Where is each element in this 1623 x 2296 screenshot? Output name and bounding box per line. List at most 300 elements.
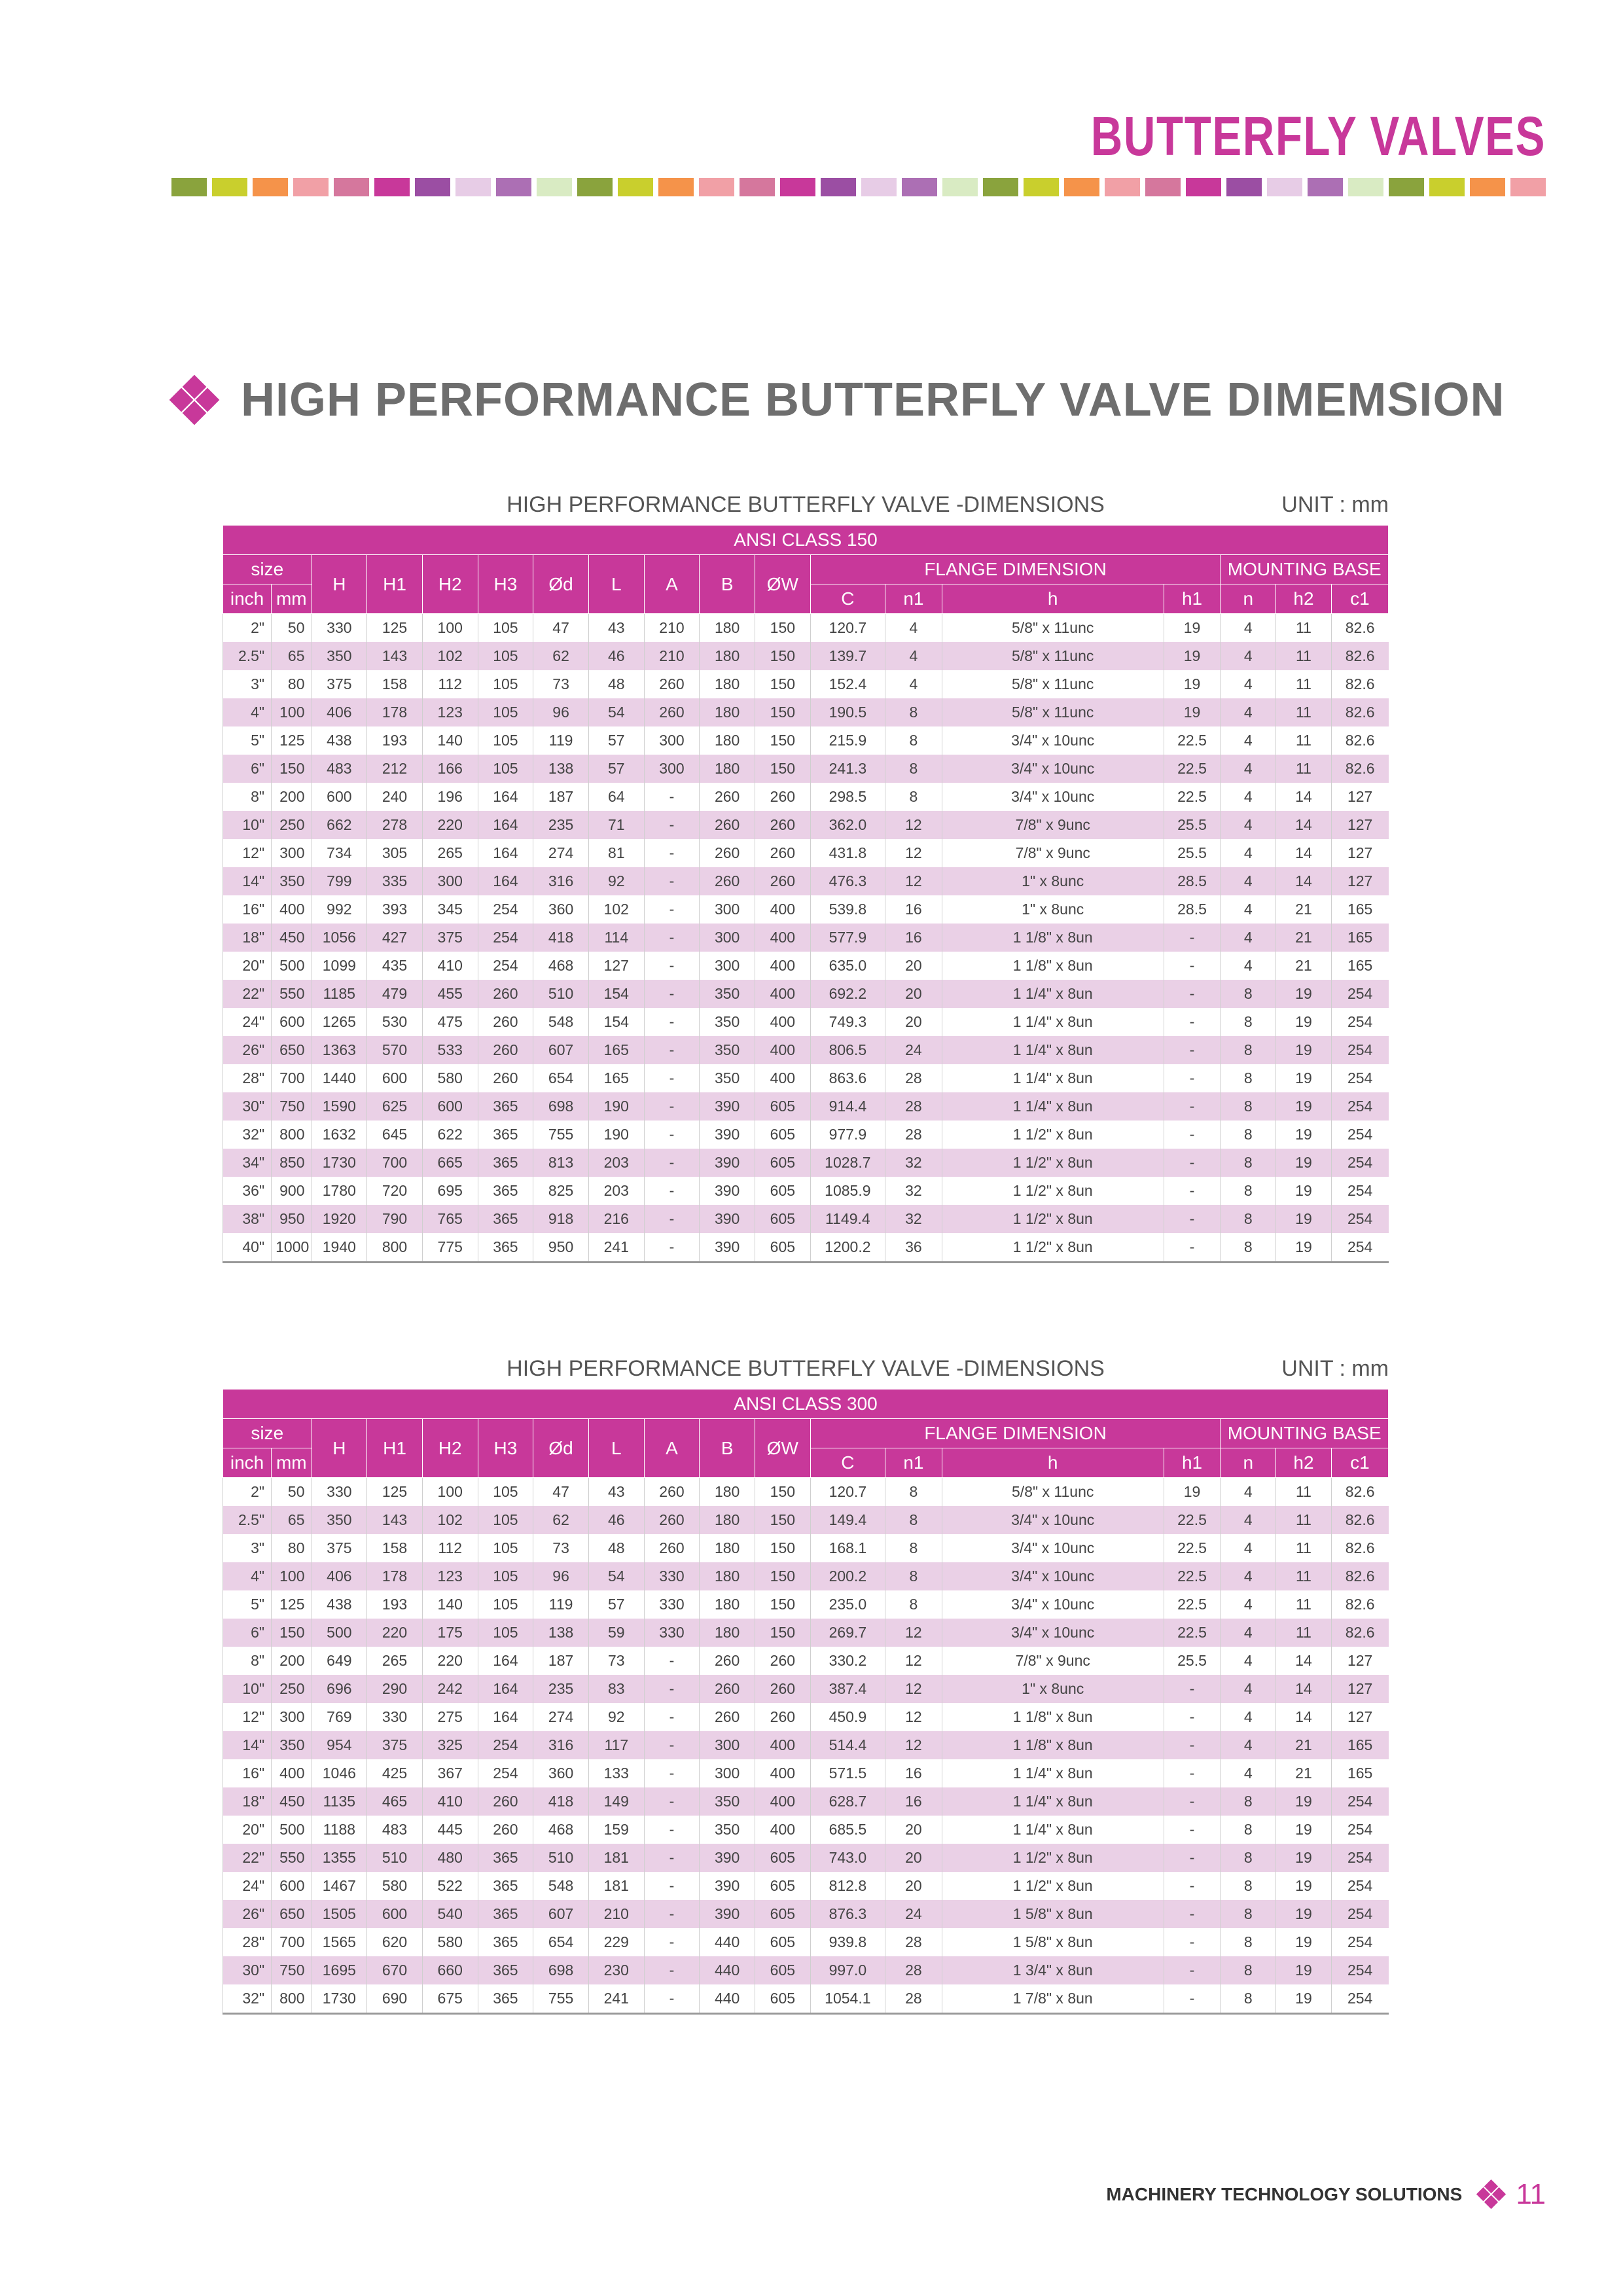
table-cell: 300 — [272, 839, 312, 867]
table-cell: 125 — [272, 726, 312, 755]
table-cell: 298.5 — [810, 783, 885, 811]
table-cell: 254 — [1331, 1233, 1388, 1263]
table-cell: 950 — [272, 1205, 312, 1233]
table-cell: 375 — [367, 1731, 423, 1759]
table-cell: - — [644, 1008, 700, 1036]
table-cell: 12 — [885, 811, 942, 839]
table-cell: 3/4" x 10unc — [942, 1619, 1164, 1647]
table-cell: - — [1164, 1703, 1221, 1731]
table-cell: 24 — [885, 1036, 942, 1064]
table-cell: 105 — [478, 1562, 533, 1590]
table-cell: 605 — [755, 1928, 811, 1956]
table-cell: 11 — [1276, 1590, 1332, 1619]
table-row — [223, 980, 1389, 1008]
color-swatch — [253, 178, 288, 196]
table-cell: 19 — [1276, 1036, 1332, 1064]
table-cell: 11 — [1276, 614, 1332, 643]
table-cell: 82.6 — [1331, 1619, 1388, 1647]
table-cell: 410 — [422, 1787, 478, 1816]
table-cell: 4 — [1221, 1562, 1276, 1590]
table-cell: 665 — [422, 1149, 478, 1177]
table-cell: 24" — [223, 1872, 272, 1900]
table-cell: 800 — [272, 1984, 312, 2014]
table-cell: 260 — [644, 698, 700, 726]
table-cell: 8 — [1221, 1092, 1276, 1121]
table-cell: 82.6 — [1331, 642, 1388, 670]
table-cell: 6" — [223, 755, 272, 783]
col-header-h2: h2 — [1276, 1448, 1332, 1478]
table-cell: 12 — [885, 1731, 942, 1759]
table-cell: 695 — [422, 1177, 478, 1205]
table-cell: - — [1164, 952, 1221, 980]
table-cell: 190.5 — [810, 698, 885, 726]
table-cell: 8 — [885, 1478, 942, 1507]
table-cell: 330 — [367, 1703, 423, 1731]
table-cell: 241.3 — [810, 755, 885, 783]
table-cell: 650 — [272, 1036, 312, 1064]
table-cell: - — [644, 895, 700, 924]
table-cell: 4 — [1221, 1478, 1276, 1507]
table-cell: 57 — [588, 726, 644, 755]
table-cell: 4 — [1221, 895, 1276, 924]
color-swatch — [1064, 178, 1099, 196]
table-cell: 82.6 — [1331, 698, 1388, 726]
col-header-b: B — [700, 555, 755, 614]
table-row — [223, 1816, 1389, 1844]
table-cell: 200 — [272, 783, 312, 811]
table-cell: 418 — [533, 1787, 589, 1816]
table-row — [223, 895, 1389, 924]
table-cell: 21 — [1276, 895, 1332, 924]
table-cell: 254 — [1331, 1036, 1388, 1064]
table-cell: 1135 — [312, 1787, 367, 1816]
table-row — [223, 614, 1389, 643]
table-cell: 514.4 — [810, 1731, 885, 1759]
table-cell: 400 — [755, 1036, 811, 1064]
table-cell: 605 — [755, 1177, 811, 1205]
table-cell: 158 — [367, 670, 423, 698]
table-cell: 4 — [1221, 1619, 1276, 1647]
table-row — [223, 1008, 1389, 1036]
table-row — [223, 1590, 1389, 1619]
table-cell: 164 — [478, 783, 533, 811]
table-cell: 1 1/2" x 8un — [942, 1233, 1164, 1263]
table-cell: 400 — [755, 1064, 811, 1092]
table-cell: 690 — [367, 1984, 423, 2014]
table-cell: 475 — [422, 1008, 478, 1036]
table-row — [223, 1675, 1389, 1703]
table-cell: 269.7 — [810, 1619, 885, 1647]
table-cell: 165 — [1331, 924, 1388, 952]
table-cell: 278 — [367, 811, 423, 839]
table-cell: 16" — [223, 895, 272, 924]
color-swatch — [293, 178, 329, 196]
table-cell: 365 — [478, 1956, 533, 1984]
col-header-n1: n1 — [885, 1448, 942, 1478]
table-cell: 625 — [367, 1092, 423, 1121]
table-cell: 260 — [644, 1478, 700, 1507]
table-cell: 365 — [478, 1900, 533, 1928]
table-cell: 82.6 — [1331, 726, 1388, 755]
table-cell: 4" — [223, 1562, 272, 1590]
table-cell: 4 — [1221, 726, 1276, 755]
table-cell: 260 — [700, 1675, 755, 1703]
table-cell: 605 — [755, 1900, 811, 1928]
table-cell: 390 — [700, 1900, 755, 1928]
color-swatch — [1145, 178, 1181, 196]
table-cell: 14 — [1276, 839, 1332, 867]
table-cell: 127 — [1331, 783, 1388, 811]
col-header-h1: H1 — [367, 555, 423, 614]
table-cell: 19 — [1164, 1478, 1221, 1507]
table-cell: 34" — [223, 1149, 272, 1177]
table-cell: 62 — [533, 642, 589, 670]
table-cell: 698 — [533, 1092, 589, 1121]
table-cell: 468 — [533, 952, 589, 980]
table-cell: 260 — [755, 1703, 811, 1731]
table-cell: 365 — [478, 1149, 533, 1177]
table-cell: 12 — [885, 1647, 942, 1675]
class-label: ANSI CLASS 150 — [223, 526, 1389, 555]
table-cell: 4 — [1221, 755, 1276, 783]
table-cell: - — [644, 980, 700, 1008]
table-cell: 365 — [478, 1928, 533, 1956]
table-cell: 1056 — [312, 924, 367, 952]
table-cell: 48 — [588, 1534, 644, 1562]
table-cell: 127 — [1331, 1675, 1388, 1703]
table-cell: 1440 — [312, 1064, 367, 1092]
table-cell: 165 — [1331, 895, 1388, 924]
table-cell: 654 — [533, 1928, 589, 1956]
table-cell: 254 — [1331, 1121, 1388, 1149]
table-cell: 127 — [1331, 839, 1388, 867]
table-cell: 254 — [1331, 980, 1388, 1008]
table-cell: 22.5 — [1164, 1562, 1221, 1590]
table-cell: 7/8" x 9unc — [942, 1647, 1164, 1675]
table-cell: 4 — [885, 670, 942, 698]
table-cell: - — [1164, 1036, 1221, 1064]
color-swatch — [1024, 178, 1059, 196]
table-cell: 431.8 — [810, 839, 885, 867]
table-cell: 550 — [272, 980, 312, 1008]
table-cell: 260 — [755, 867, 811, 895]
table-cell: 127 — [1331, 1647, 1388, 1675]
table-cell: - — [1164, 1149, 1221, 1177]
table-cell: 254 — [1331, 1872, 1388, 1900]
table-cell: 180 — [700, 726, 755, 755]
table-cell: - — [644, 867, 700, 895]
table-row — [223, 755, 1389, 783]
table-cell: 200 — [272, 1647, 312, 1675]
table-cell: 260 — [755, 839, 811, 867]
table-cell: 3/4" x 10unc — [942, 1590, 1164, 1619]
table-cell: 628.7 — [810, 1787, 885, 1816]
table-cell: - — [1164, 924, 1221, 952]
table-cell: 400 — [272, 895, 312, 924]
table-cell: 105 — [478, 670, 533, 698]
table-cell: 21 — [1276, 924, 1332, 952]
table-cell: 235 — [533, 811, 589, 839]
table-cell: 18" — [223, 1787, 272, 1816]
table-cell: 11 — [1276, 1506, 1332, 1534]
table-cell: 43 — [588, 614, 644, 643]
table-cell: 165 — [1331, 1731, 1388, 1759]
table-cell: 4 — [1221, 642, 1276, 670]
col-header-h: H — [312, 555, 367, 614]
table-cell: 242 — [422, 1675, 478, 1703]
table-cell: 4 — [1221, 1675, 1276, 1703]
table-cell: 997.0 — [810, 1956, 885, 1984]
table-cell: 235 — [533, 1675, 589, 1703]
table-cell: 11 — [1276, 1534, 1332, 1562]
table-cell: 46 — [588, 1506, 644, 1534]
table-cell: 360 — [533, 1759, 589, 1787]
table-row — [223, 1787, 1389, 1816]
table-cell: 367 — [422, 1759, 478, 1787]
table-cell: 605 — [755, 1205, 811, 1233]
table-cell: 19 — [1276, 1984, 1332, 2014]
color-swatch — [902, 178, 937, 196]
table-cell: 16 — [885, 1787, 942, 1816]
table-cell: 102 — [588, 895, 644, 924]
table-cell: 4 — [1221, 1590, 1276, 1619]
table-cell: 25.5 — [1164, 811, 1221, 839]
table-cell: 755 — [533, 1984, 589, 2014]
table-cell: - — [644, 1036, 700, 1064]
table-cell: 36" — [223, 1177, 272, 1205]
table-cell: 180 — [700, 642, 755, 670]
table-cell: 500 — [312, 1619, 367, 1647]
table-cell: 825 — [533, 1177, 589, 1205]
table-cell: 300 — [422, 867, 478, 895]
table-cell: 28" — [223, 1928, 272, 1956]
table-cell: 734 — [312, 839, 367, 867]
table-cell: 143 — [367, 642, 423, 670]
table-cell: 105 — [478, 1619, 533, 1647]
col-header-ow: ØW — [755, 555, 811, 614]
table-row — [223, 1956, 1389, 1984]
table-cell: 260 — [700, 867, 755, 895]
table-cell: 350 — [312, 642, 367, 670]
table-cell: 5/8" x 11unc — [942, 1478, 1164, 1507]
table-cell: 6" — [223, 1619, 272, 1647]
table-cell: 28 — [885, 1121, 942, 1149]
table-cell: 5/8" x 11unc — [942, 642, 1164, 670]
table-cell: 5/8" x 11unc — [942, 614, 1164, 643]
table-cell: 260 — [755, 1675, 811, 1703]
table-cell: 100 — [422, 614, 478, 643]
table-cell: 10" — [223, 811, 272, 839]
table-cell: 275 — [422, 1703, 478, 1731]
table-cell: 19 — [1276, 1816, 1332, 1844]
table-cell: 150 — [755, 1478, 811, 1507]
table-cell: 300 — [644, 755, 700, 783]
table-cell: 28.5 — [1164, 867, 1221, 895]
table-cell: 290 — [367, 1675, 423, 1703]
table-cell: 1200.2 — [810, 1233, 885, 1263]
page-footer — [1106, 2178, 1546, 2211]
table-cell: 28.5 — [1164, 895, 1221, 924]
table-row — [223, 1233, 1389, 1263]
col-header-h1: h1 — [1164, 584, 1221, 614]
table-cell: 260 — [700, 839, 755, 867]
table-cell: 47 — [533, 614, 589, 643]
table-cell: 365 — [478, 1233, 533, 1263]
table-cell: 25.5 — [1164, 1647, 1221, 1675]
col-header-h: H — [312, 1419, 367, 1478]
table-cell: 8 — [1221, 980, 1276, 1008]
table-cell: 345 — [422, 895, 478, 924]
table-cell: 11 — [1276, 726, 1332, 755]
table-cell: 8 — [885, 755, 942, 783]
table-cell: 26" — [223, 1900, 272, 1928]
table-cell: 73 — [533, 1534, 589, 1562]
table-cell: 1 1/8" x 8un — [942, 1703, 1164, 1731]
color-swatch — [1186, 178, 1221, 196]
table-cell: - — [1164, 1787, 1221, 1816]
table-cell: 406 — [312, 1562, 367, 1590]
table-cell: 164 — [478, 1675, 533, 1703]
table-cell: - — [1164, 1900, 1221, 1928]
table-cell: 1149.4 — [810, 1205, 885, 1233]
table-cell: 181 — [588, 1844, 644, 1872]
table-cell: 260 — [644, 1506, 700, 1534]
table-cell: 73 — [588, 1647, 644, 1675]
table-cell: 164 — [478, 811, 533, 839]
table-cell: 510 — [533, 1844, 589, 1872]
table-cell: 743.0 — [810, 1844, 885, 1872]
color-swatch — [699, 178, 734, 196]
table-cell: 180 — [700, 1590, 755, 1619]
table-cell: 1 1/2" x 8un — [942, 1205, 1164, 1233]
table-cell: 260 — [700, 783, 755, 811]
col-header-inch: inch — [223, 1448, 272, 1478]
table-cell: - — [644, 783, 700, 811]
table-cell: 790 — [367, 1205, 423, 1233]
table-cell: 1" x 8unc — [942, 867, 1164, 895]
table-cell: 365 — [478, 1092, 533, 1121]
table-cell: 390 — [700, 1205, 755, 1233]
table-cell: 165 — [588, 1036, 644, 1064]
table-cell: 1505 — [312, 1900, 367, 1928]
table-cell: 607 — [533, 1036, 589, 1064]
table-cell: 180 — [700, 670, 755, 698]
table-cell: 20 — [885, 1844, 942, 1872]
table-cell: 1 1/4" x 8un — [942, 1008, 1164, 1036]
table-cell: 20" — [223, 952, 272, 980]
color-swatch — [1389, 178, 1424, 196]
table-cell: 100 — [272, 698, 312, 726]
table-cell: 8 — [885, 1590, 942, 1619]
table-cell: 30" — [223, 1956, 272, 1984]
table-cell: 3/4" x 10unc — [942, 726, 1164, 755]
table-cell: 8 — [885, 1562, 942, 1590]
table-cell: 254 — [1331, 1844, 1388, 1872]
table-cell: 165 — [1331, 1759, 1388, 1787]
col-header-od: Ød — [533, 1419, 589, 1478]
table-cell: 806.5 — [810, 1036, 885, 1064]
col-header-h2: h2 — [1276, 584, 1332, 614]
table-cell: 22.5 — [1164, 1590, 1221, 1619]
color-swatch — [537, 178, 572, 196]
table-cell: 212 — [367, 755, 423, 783]
table-cell: 50 — [272, 1478, 312, 1507]
table-cell: 1000 — [272, 1233, 312, 1263]
table-cell: - — [644, 1928, 700, 1956]
table-cell: 180 — [700, 698, 755, 726]
table-cell: 181 — [588, 1872, 644, 1900]
table-cell: 1 1/2" x 8un — [942, 1149, 1164, 1177]
table-row — [223, 726, 1389, 755]
color-swatch — [1510, 178, 1546, 196]
table-cell: 254 — [478, 1759, 533, 1787]
table-cell: 438 — [312, 726, 367, 755]
table-cell: 19 — [1276, 1928, 1332, 1956]
table-cell: 387.4 — [810, 1675, 885, 1703]
table-cell: 149 — [588, 1787, 644, 1816]
col-header-flange: FLANGE DIMENSION — [810, 1419, 1221, 1448]
table-cell: 260 — [755, 811, 811, 839]
table-cell: - — [1164, 1956, 1221, 1984]
table-cell: 375 — [422, 924, 478, 952]
table-cell: - — [644, 1787, 700, 1816]
table-cell: 1 1/4" x 8un — [942, 980, 1164, 1008]
table-cell: 476.3 — [810, 867, 885, 895]
table-cell: 755 — [533, 1121, 589, 1149]
table-cell: 114 — [588, 924, 644, 952]
table-cell: 1" x 8unc — [942, 1675, 1164, 1703]
table-cell: 483 — [312, 755, 367, 783]
table-cell: 21 — [1276, 1731, 1332, 1759]
table-cell: 150 — [755, 614, 811, 643]
table-row — [223, 1984, 1389, 2014]
table-cell: 20 — [885, 952, 942, 980]
table-cell: 400 — [755, 1731, 811, 1759]
table-row — [223, 642, 1389, 670]
table-cell: 440 — [700, 1984, 755, 2014]
color-swatch — [1105, 178, 1140, 196]
table-cell: 450 — [272, 1787, 312, 1816]
table-cell: 480 — [422, 1844, 478, 1872]
table-cell: 105 — [478, 1506, 533, 1534]
table-cell: 14" — [223, 1731, 272, 1759]
table-cell: 3/4" x 10unc — [942, 1506, 1164, 1534]
table-cell: 300 — [700, 1731, 755, 1759]
table-cell: 939.8 — [810, 1928, 885, 1956]
table-row — [223, 1121, 1389, 1149]
table-cell: 105 — [478, 1590, 533, 1619]
table-cell: 765 — [422, 1205, 478, 1233]
table-row — [223, 1619, 1389, 1647]
table-cell: 260 — [644, 670, 700, 698]
table-cell: 330 — [644, 1619, 700, 1647]
table-cell: 605 — [755, 1121, 811, 1149]
color-swatch — [942, 178, 978, 196]
table-cell: 620 — [367, 1928, 423, 1956]
table-cell: 7/8" x 9unc — [942, 839, 1164, 867]
table-cell: 102 — [422, 1506, 478, 1534]
table-cell: 863.6 — [810, 1064, 885, 1092]
table-cell: 8 — [1221, 1816, 1276, 1844]
color-swatch — [455, 178, 491, 196]
table-row — [223, 698, 1389, 726]
table-cell: 83 — [588, 1675, 644, 1703]
table-cell: 3/4" x 10unc — [942, 755, 1164, 783]
table-cell: 16" — [223, 1759, 272, 1787]
table-cell: 4 — [1221, 783, 1276, 811]
table-cell: 260 — [478, 1816, 533, 1844]
table-cell: 1 5/8" x 8un — [942, 1900, 1164, 1928]
